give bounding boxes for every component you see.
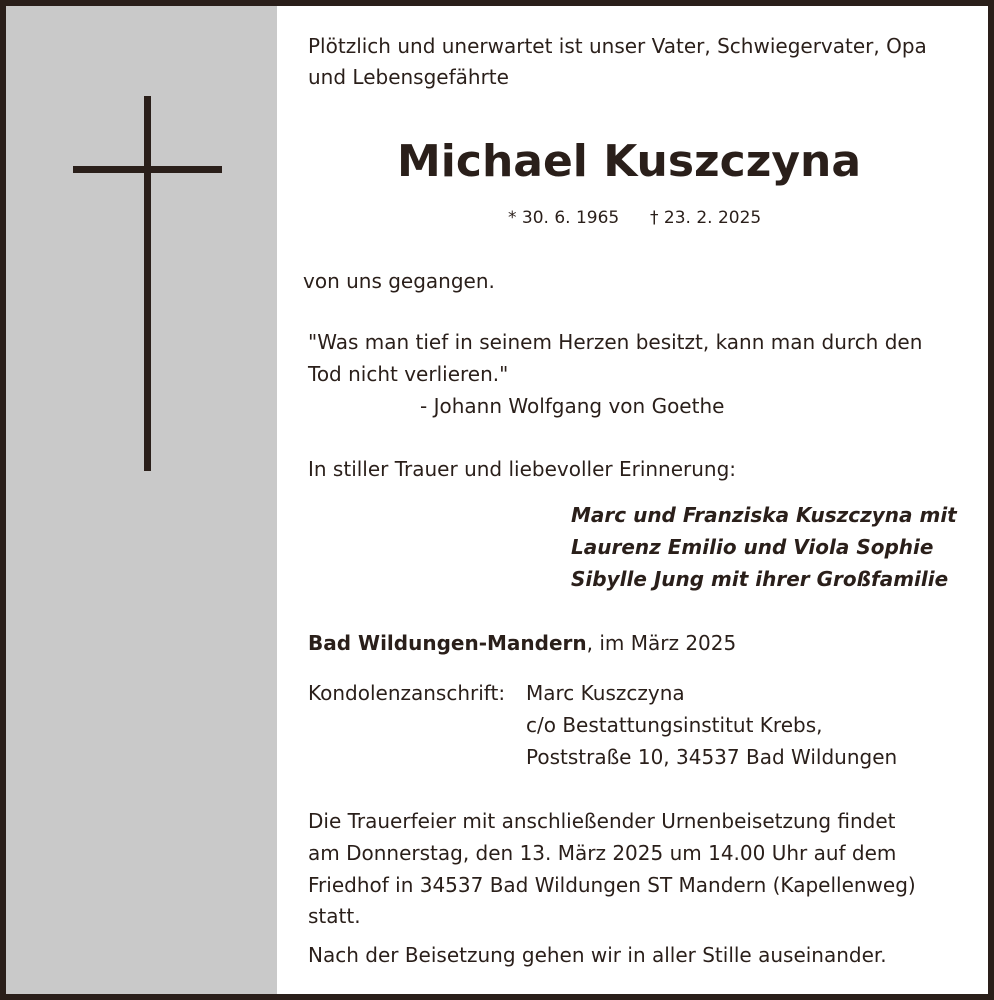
mourner-line: Laurenz Emilio und Viola Sophie bbox=[571, 535, 934, 559]
funeral-line: statt. bbox=[308, 904, 361, 928]
deceased-name: Michael Kuszczyna bbox=[397, 136, 862, 187]
intro-line-1: Plötzlich und unerwartet ist unser Vater, Schwiegervater, Opa bbox=[308, 34, 927, 58]
funeral-line: Die Trauerfeier mit anschließender Urnenbeisetzung findet bbox=[308, 809, 896, 833]
birth-date: * 30. 6. 1965 bbox=[508, 208, 620, 228]
cross-icon bbox=[144, 96, 151, 471]
mourner-line: Sibylle Jung mit ihrer Großfamilie bbox=[571, 567, 949, 591]
closing-text: Nach der Beisetzung gehen wir in aller Stille auseinander. bbox=[308, 943, 887, 967]
side-panel bbox=[6, 6, 277, 994]
mourner-line: Marc und Franziska Kuszczyna mit bbox=[571, 503, 957, 527]
place-date bbox=[308, 627, 736, 659]
funeral-line: Friedhof in 34537 Bad Wildungen ST Mandern (Kapellenweg) bbox=[308, 873, 916, 897]
condolence-line: c/o Bestattungsinstitut Krebs, bbox=[526, 713, 823, 737]
death-date: † 23. 2. 2025 bbox=[650, 208, 762, 228]
condolence-line: Poststraße 10, 34537 Bad Wildungen bbox=[526, 745, 898, 769]
quote-line-1: "Was man tief in seinem Herzen besitzt, kann man durch den bbox=[308, 330, 923, 354]
cross-icon-bar bbox=[73, 166, 222, 173]
place: Bad Wildungen-Mandern bbox=[308, 631, 587, 655]
mourning-text: In stiller Trauer und liebevoller Erinnerung: bbox=[308, 457, 737, 481]
quote-author: - Johann Wolfgang von Goethe bbox=[420, 394, 725, 418]
condolence-label: Kondolenzanschrift: bbox=[308, 681, 506, 705]
date: , im März 2025 bbox=[586, 631, 737, 655]
quote-line-2: Tod nicht verlieren." bbox=[308, 362, 509, 386]
intro-line-2: und Lebensgefährte bbox=[308, 65, 509, 89]
condolence-line: Marc Kuszczyna bbox=[526, 681, 685, 705]
funeral-line: am Donnerstag, den 13. März 2025 um 14.00 Uhr auf dem bbox=[308, 841, 897, 865]
gone-text: von uns gegangen. bbox=[303, 269, 495, 293]
